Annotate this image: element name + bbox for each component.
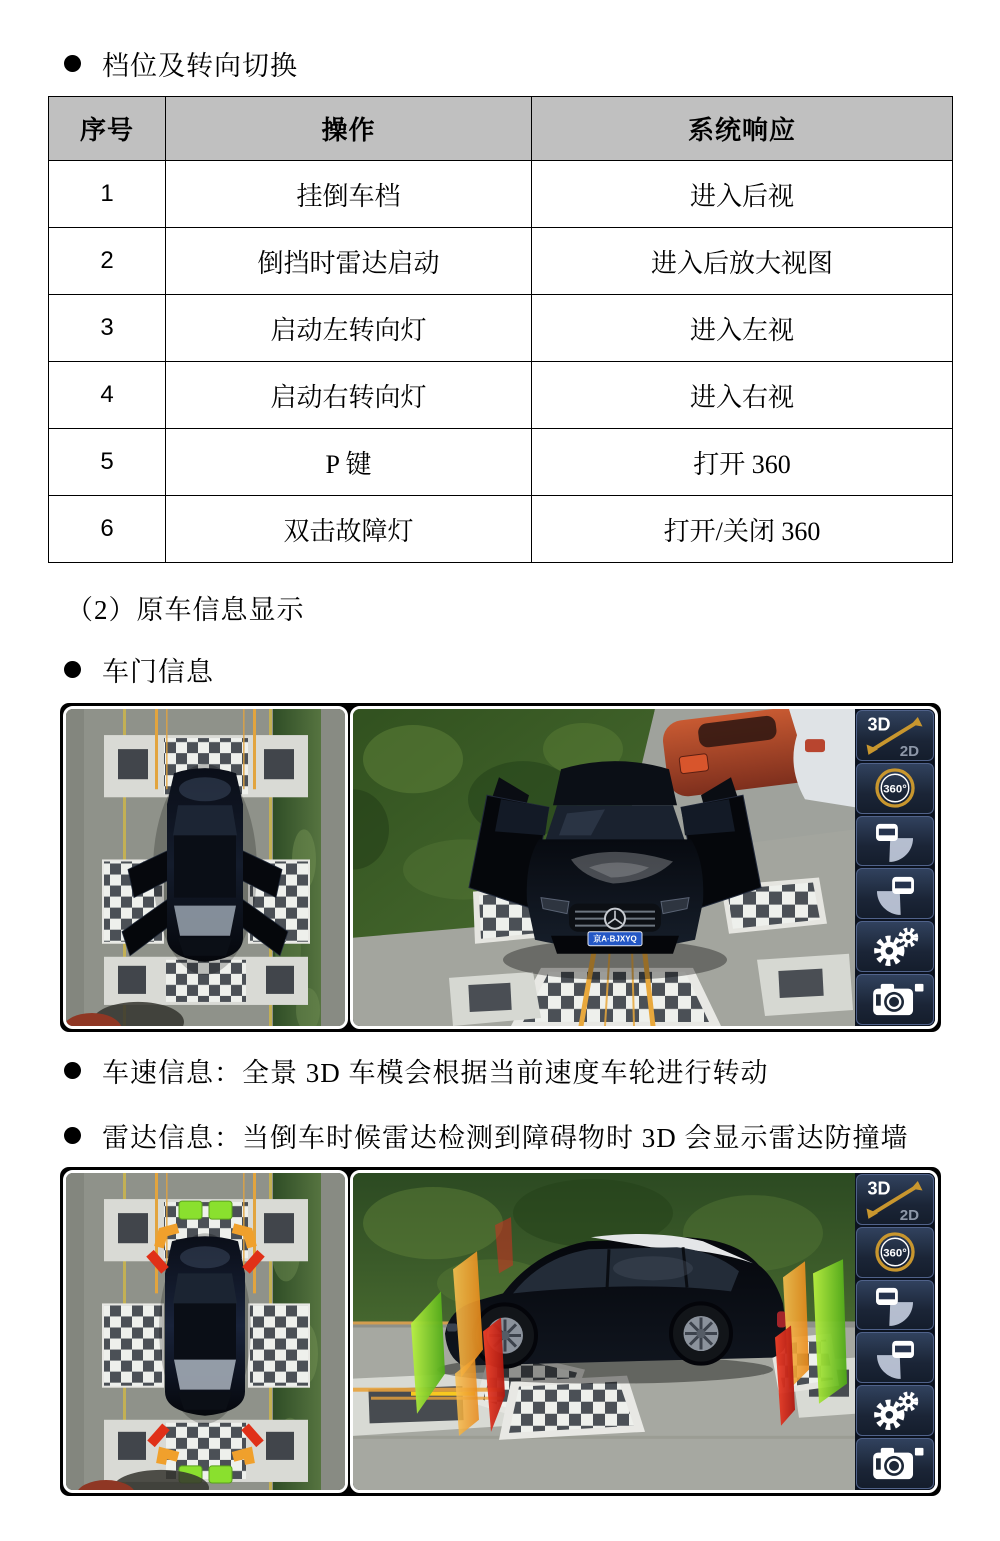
left-door-view-icon	[856, 1332, 934, 1383]
cell-op: 挂倒车档	[166, 161, 532, 228]
settings-gear-icon	[856, 921, 934, 972]
3d-2d-toggle-icon	[856, 1174, 934, 1225]
svg-text:360°: 360°	[883, 783, 907, 796]
cell-no: 1	[49, 161, 166, 228]
cell-op: 倒挡时雷达启动	[166, 228, 532, 295]
cell-resp: 进入后放大视图	[532, 228, 953, 295]
license-plate	[588, 932, 642, 946]
svg-text:2D: 2D	[899, 743, 920, 760]
table-row	[49, 228, 953, 295]
camera-toolbar	[855, 1173, 935, 1490]
radar-wall-green	[813, 1259, 847, 1403]
door-info-screenshot	[60, 703, 941, 1032]
cell-resp: 打开 360	[532, 429, 953, 496]
birdseye-open-doors-view	[66, 709, 345, 1026]
cell-op: 启动左转向灯	[166, 295, 532, 362]
3d-front-open-doors-view	[353, 709, 855, 1026]
3d-view-panel	[350, 706, 938, 1029]
cell-op: 启动右转向灯	[166, 362, 532, 429]
svg-text:3D: 3D	[867, 714, 891, 735]
cell-resp: 进入后视	[532, 161, 953, 228]
snapshot-camera-icon	[856, 1438, 934, 1489]
section-heading-radar	[64, 1116, 909, 1155]
section-heading-speed	[64, 1051, 769, 1090]
3d-side-radar-view	[353, 1173, 855, 1490]
door-info-title: 车门信息	[102, 657, 214, 687]
right-door-view-icon	[856, 816, 934, 867]
table-header-row	[49, 97, 953, 161]
svg-text:2D: 2D	[899, 1207, 920, 1224]
table-row	[49, 362, 953, 429]
3d-view-panel	[350, 1170, 938, 1493]
cell-op: P 键	[166, 429, 532, 496]
table-row	[49, 496, 953, 563]
svg-text:360°: 360°	[883, 1247, 907, 1260]
cell-no: 3	[49, 295, 166, 362]
camera-toolbar	[855, 709, 935, 1026]
snapshot-camera-icon	[856, 974, 934, 1025]
birdseye-radar-view	[66, 1173, 345, 1490]
subsection-title: （2）原车信息显示	[66, 595, 305, 625]
bullet-icon	[64, 661, 81, 678]
section-heading-door	[64, 650, 214, 689]
cell-no: 2	[49, 228, 166, 295]
svg-text:京A·BJXYQ: 京A·BJXYQ	[593, 934, 637, 944]
cell-no: 5	[49, 429, 166, 496]
cell-no: 6	[49, 496, 166, 563]
360-view-icon	[856, 1227, 934, 1278]
cell-resp: 进入右视	[532, 362, 953, 429]
table-row	[49, 161, 953, 228]
cell-no: 4	[49, 362, 166, 429]
cell-resp: 打开/关闭 360	[532, 496, 953, 563]
cell-resp: 进入左视	[532, 295, 953, 362]
birdseye-panel	[63, 1170, 348, 1493]
cell-op: 双击故障灯	[166, 496, 532, 563]
col-header-op: 操作	[166, 97, 532, 161]
roof	[553, 761, 677, 805]
360-view-icon	[856, 763, 934, 814]
bullet-icon	[64, 55, 81, 72]
speed-info-text: 车速信息：全景 3D 车模会根据当前速度车轮进行转动	[102, 1058, 769, 1088]
col-header-resp: 系统响应	[532, 97, 953, 161]
bullet-icon	[64, 1127, 81, 1144]
3d-2d-toggle-icon	[856, 710, 934, 761]
section-title: 档位及转向切换	[102, 51, 298, 81]
table-row	[49, 429, 953, 496]
taillight	[777, 1311, 786, 1327]
radar-info-text: 雷达信息：当倒车时候雷达检测到障碍物时 3D 会显示雷达防撞墙	[102, 1123, 909, 1153]
bullet-icon	[64, 1062, 81, 1079]
car-top-view	[159, 1233, 251, 1424]
gear-switch-table	[48, 96, 953, 563]
left-door-view-icon	[856, 868, 934, 919]
headlight	[447, 1323, 457, 1331]
radar-info-screenshot	[60, 1167, 941, 1496]
right-door-view-icon	[856, 1280, 934, 1331]
svg-text:3D: 3D	[867, 1178, 891, 1199]
settings-gear-icon	[856, 1385, 934, 1436]
table-row	[49, 295, 953, 362]
birdseye-panel	[63, 706, 348, 1029]
section-heading-gear	[64, 44, 298, 83]
col-header-no: 序号	[49, 97, 166, 161]
